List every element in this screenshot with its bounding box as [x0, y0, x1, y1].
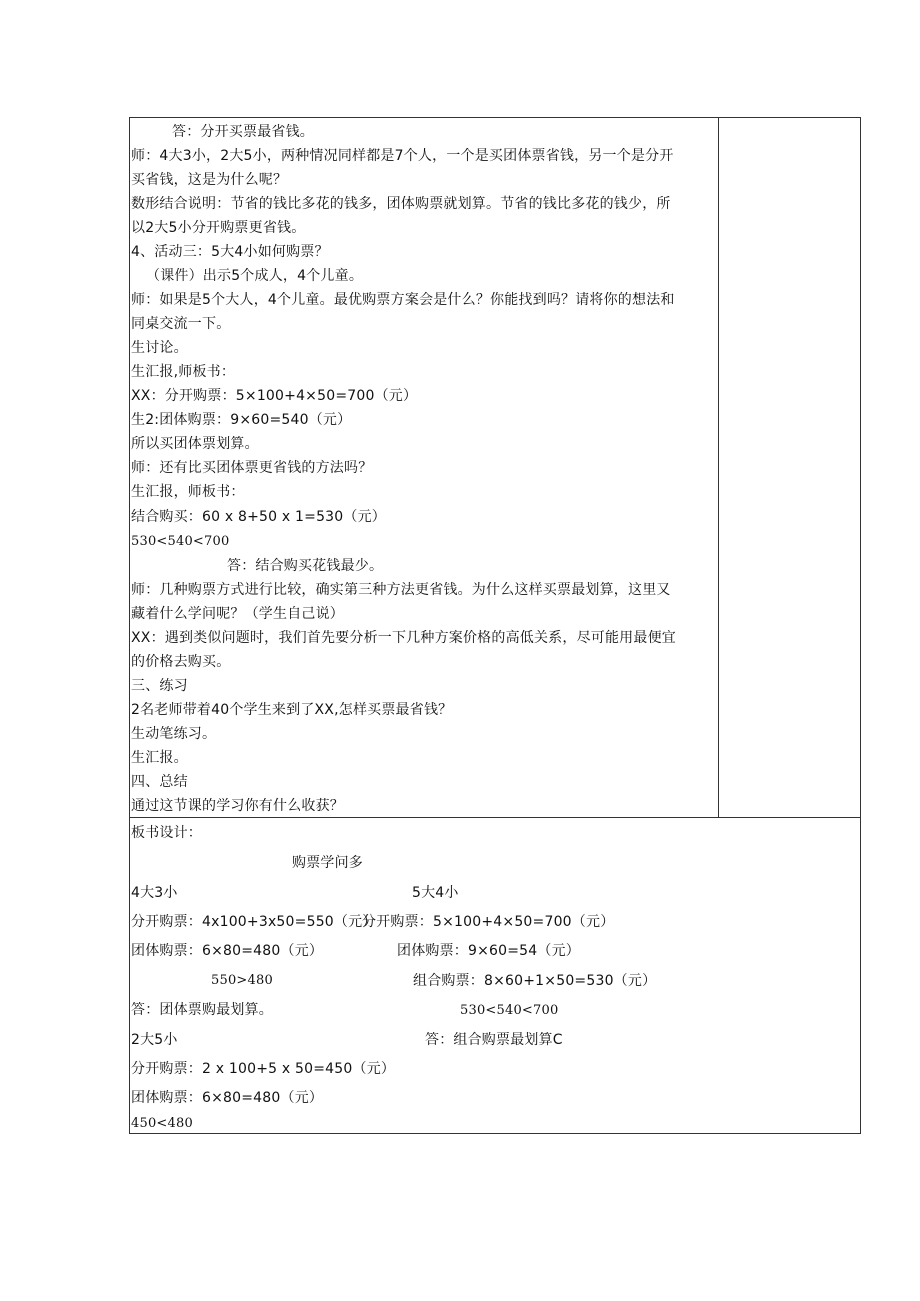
board-right-combined: 组合购票：8×60+1×50=530（元） — [413, 973, 657, 989]
practice-heading: 三、练习 — [131, 678, 188, 694]
comparison-line: 530<540<700 — [131, 534, 230, 549]
team-purchase-line: 生2:团体购票：9×60=540（元） — [131, 412, 352, 428]
teacher-line-cont: 买省钱，这是为什么呢？ — [131, 172, 288, 188]
board-right-team: 团体购票：9×60=54（元） — [397, 943, 580, 959]
board-left-group1: 4大3小 — [131, 885, 178, 901]
student-report-line: 生汇报,师板书： — [131, 364, 236, 380]
board-left-compare2: 450<480 — [131, 1116, 193, 1131]
practice-work-line: 生动笔练习。 — [131, 726, 217, 742]
board-right-compare: 530<540<700 — [460, 1003, 559, 1018]
board-left-team2: 团体购票：6×80=480（元） — [131, 1090, 324, 1106]
board-title: 购票学问多 — [292, 855, 363, 871]
activity-heading: 4、活动三：5大4小如何购票？ — [131, 244, 329, 260]
table-column-divider — [718, 117, 719, 818]
board-right-separate: 分开购票：5×100+4×50=700（元） — [362, 914, 615, 930]
summary-heading: 四、总结 — [131, 774, 188, 790]
courseware-line: （课件）出示5个成人，4个儿童。 — [146, 268, 364, 284]
method-line-cont: 的价格去购买。 — [131, 654, 231, 670]
explanation-line: 数形结合说明：节省的钱比多花的钱多，团体购票就划算。节省的钱比多花的钱少，所 — [131, 196, 671, 212]
separate-purchase-line: XX：分开购票：5×100+4×50=700（元） — [131, 388, 418, 404]
board-left-separate1: 分开购票：4x100+3x50=550（元） — [131, 914, 377, 930]
teacher-question-cont: 同桌交流一下。 — [131, 316, 231, 332]
teacher-question-line: 师：如果是5个大人，4个儿童。最优购票方案会是什么？你能找到吗？请将你的想法和 — [131, 292, 675, 308]
teacher-line: 师：4大3小，2大5小，两种情况同样都是7个人，一个是买团体票省钱，另一个是分开 — [131, 148, 674, 164]
teacher-question2-line: 师：还有比买团体票更省钱的方法吗？ — [131, 460, 373, 476]
student-report2-line: 生汇报，师板书： — [131, 484, 245, 500]
answer-line: 答：分开买票最省钱。 — [172, 124, 314, 140]
board-heading: 板书设计： — [131, 825, 202, 841]
teacher-summary-cont: 藏着什么学问呢？（学生自己说） — [131, 606, 344, 622]
summary-question: 通过这节课的学习你有什么收获？ — [131, 798, 344, 814]
combined-purchase-line: 结合购买：60 x 8+50 x 1=530（元） — [131, 509, 386, 525]
answer2-line: 答：结合购买花钱最少。 — [227, 558, 384, 574]
board-right-answer: 答：组合购票最划算C — [425, 1032, 563, 1048]
board-left-team1: 团体购票：6×80=480（元） — [131, 943, 324, 959]
explanation-line-cont: 以2大5小分开购票更省钱。 — [131, 220, 306, 236]
board-left-compare1: 550>480 — [211, 973, 273, 988]
student-discuss-line: 生讨论。 — [131, 340, 188, 356]
practice-report-line: 生汇报。 — [131, 750, 188, 766]
board-left-group2: 2大5小 — [131, 1032, 178, 1048]
conclusion-line: 所以买团体票划算。 — [131, 436, 259, 452]
practice-question: 2名老师带着40个学生来到了XX,怎样买票最省钱？ — [131, 702, 453, 718]
board-left-answer1: 答：团体票购最划算。 — [131, 1002, 273, 1018]
board-left-separate2: 分开购票：2 x 100+5 x 50=450（元） — [131, 1061, 396, 1077]
board-right-group: 5大4小 — [412, 885, 459, 901]
method-line: XX：遇到类似问题时，我们首先要分析一下几种方案价格的高低关系，尽可能用最便宜 — [131, 630, 676, 646]
teacher-summary-line: 师：几种购票方式进行比较，确实第三种方法更省钱。为什么这样买票最划算，这里又 — [131, 582, 671, 598]
